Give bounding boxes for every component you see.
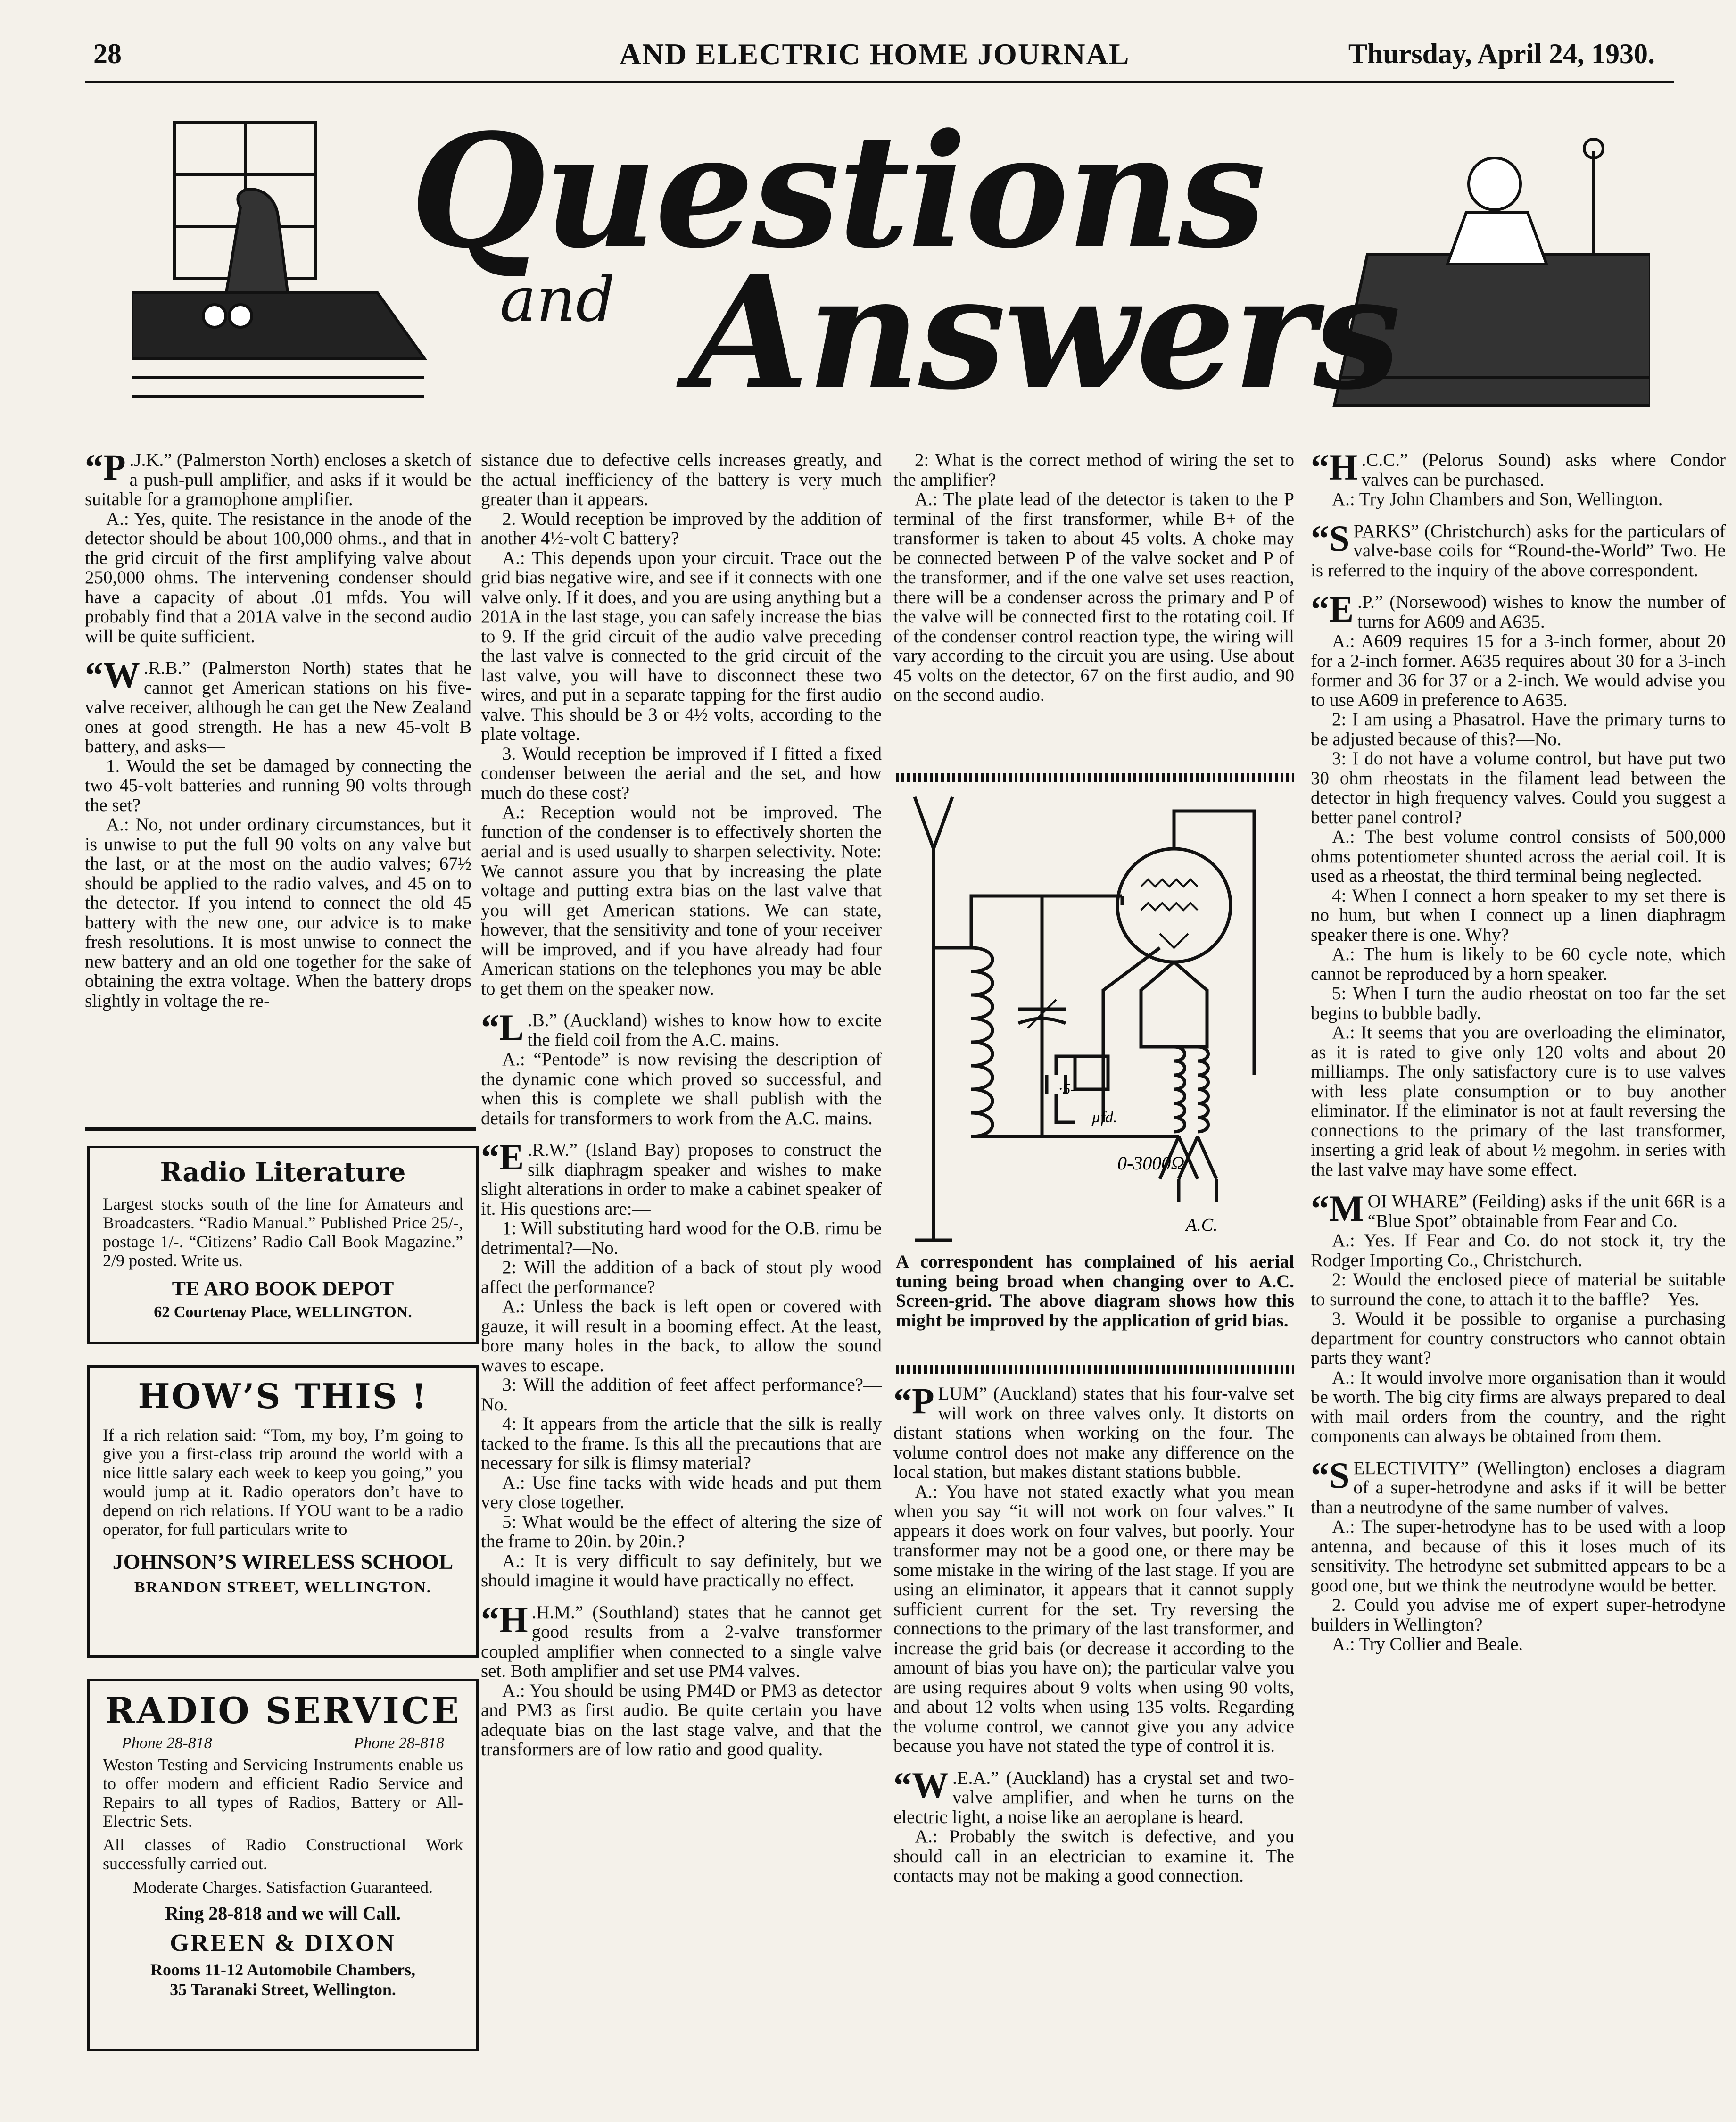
- diagram-caption: A correspondent has complained of his aerial tuning being broad when changing over to A.C. Screen-grid. The above diagram shows how this might be improved by the application of grid bias.: [896, 1252, 1294, 1331]
- ad-name: TE ARO BOOK DEPOT: [172, 1277, 394, 1300]
- ad-body-2: All classes of Radio Constructional Work successfully carried out.: [103, 1835, 463, 1873]
- question-erw-3: 3: Will the addition of feet affect performance?—No.: [481, 1375, 882, 1415]
- question-wrb: “W .R.B.” (Palmerston North) states that he cannot get American stations on his five-valve receiver, although he can get the New Zealand ones at good strength. He has a new 45-volt B battery, and asks—: [85, 655, 471, 756]
- phone-right: Phone 28-818: [354, 1734, 444, 1752]
- ad-name: GREEN & DIXON: [170, 1930, 396, 1956]
- question-hhm-2: 2: What is the correct method of wiring the set to the amplifier?: [893, 450, 1294, 490]
- aerial: [915, 797, 952, 1240]
- drop-cap: “S: [1311, 517, 1350, 559]
- top-wire: [971, 896, 1122, 948]
- drop-cap: “H: [481, 1599, 528, 1640]
- answer-ep: A.: A609 requires 15 for a 3-inch former, about 20 for a 2-inch former. A635 requires about 30 for a 3-inch former and 36 for 37 or a 2-inch. We would advise you to use A609 in preference to A635.: [1311, 631, 1726, 710]
- answer-moi-whare: A.: Yes. If Fear and Co. do not stock it, try the Rodger Importing Co., Christchurch.: [1311, 1230, 1726, 1270]
- diagram-label-unit: µfd.: [1091, 1109, 1117, 1126]
- drop-cap: “P: [893, 1380, 934, 1421]
- phone-left: Phone 28-818: [122, 1734, 212, 1752]
- question-hhm: “H .H.M.” (Southland) states that he cannot get good results from a 2-valve transformer coupled amplifier when connected to a single valve set. Both amplifier and set use PM4 valves.: [481, 1599, 882, 1681]
- answer-erw-5: A.: It is very difficult to say definitely, but we should imagine it would have practically no effect.: [481, 1550, 882, 1591]
- answer-wea: A.: Probably the switch is defective, and you should call in an electrician to examine it. The contacts may not be making a good connection.: [893, 1826, 1294, 1886]
- diagram-label-resistor: 0-3000Ω: [1117, 1152, 1185, 1174]
- column-3-top: [893, 450, 1294, 705]
- column-4: [1311, 447, 1726, 1654]
- question-ep-2: 2: I am using a Phasatrol. Have the primary turns to be adjusted because of this?—No.: [1311, 709, 1726, 749]
- ad-radio-literature: [87, 1146, 479, 1344]
- question-ep-4: 4: When I connect a horn speaker to my set there is no hum, but when I connect up a linen diaphragm speaker there is one. Why?: [1311, 885, 1726, 945]
- answer-lb: A.: “Pentode” is now revising the description of the dynamic cone which proved so successful, and when this is complete we shall publish with the details for transformers to work from the A.C. mains.: [481, 1049, 882, 1128]
- answer-ep-4: A.: The hum is likely to be 60 cycle note, which cannot be reproduced by a horn speaker.: [1311, 944, 1726, 984]
- ad-ring: Ring 28-818 and we will Call.: [165, 1903, 401, 1924]
- answer-erw-2: A.: Unless the back is left open or covered with gauze, it will result in a booming effect. At the least, bore many holes in the back, to allow the sound waves to escape.: [481, 1296, 882, 1376]
- answer-hhm: A.: You should be using PM4D or PM3 as detector and PM3 as first audio. Be quite certain you have adequate bias on the last stage valve, and that the transformers are of low ratio and good quality.: [481, 1680, 882, 1759]
- question-lb: “L .B.” (Auckland) wishes to know how to excite the field coil from the A.C. mains.: [481, 1007, 882, 1050]
- ad-body-1: Weston Testing and Servicing Instruments enable us to offer modern and efficient Radio Service and Repairs to all types of Radios, Battery or All-Electric Sets.: [103, 1755, 463, 1831]
- question-hcc: “H .C.C.” (Pelorus Sound) asks where Condor valves can be purchased.: [1311, 447, 1726, 490]
- ad-body: Largest stocks south of the line for Amateurs and Broadcasters. “Radio Manual.” Published Price 25/-, postage 1/-. “Citizens’ Radio Call Book Magazine.” 2/9 posted. Write us.: [103, 1194, 463, 1270]
- question-pjk: “P .J.K.” (Palmerston North) encloses a sketch of a push-pull amplifier, and asks if it would be suitable for a gramophone amplifier.: [85, 447, 471, 509]
- ad-hows-this: [87, 1365, 479, 1658]
- dotted-rule: [896, 1365, 1294, 1374]
- question-moi-whare-2: 2: Would the enclosed piece of material be suitable to surround the cone, to attach it to the baffle?—Yes.: [1311, 1269, 1726, 1310]
- answer-ep-3: A.: The best volume control consists of 500,000 ohms potentiometer shunted across the aerial coil. It is used as a rheostat, the third terminal being neglected.: [1311, 827, 1726, 886]
- drop-cap: “W: [893, 1764, 949, 1806]
- issue-date: Thursday, April 24, 1930.: [1348, 38, 1655, 69]
- answer-selectivity-2: A.: Try Collier and Beale.: [1332, 1634, 1523, 1654]
- answer-wrb-cont: sistance due to defective cells increases greatly, and the actual inefficiency of the battery is very much greater than it appears.: [481, 450, 882, 509]
- answer-wrb-3: A.: Reception would not be improved. The function of the condenser is to effectively shorten the aerial and is used usually to sharpen selectivity. Note: We cannot assure you that by increasing the plate voltage and putting extra bias on the last valve that you will get American stations. We can state, however, that the sensitivity and tone of your receiver will be improved, and if you have already had four American stations on the telephones you may be able to get them on the speaker now.: [481, 802, 882, 999]
- diagram-label-ac: A.C.: [1186, 1215, 1218, 1235]
- question-moi-whare: “MOI WHARE” (Feilding) asks if the unit 66R is a “Blue Spot” obtainable from Fear and Co.: [1311, 1188, 1726, 1231]
- ad-body: If a rich relation said: “Tom, my boy, I’m going to give you a first-class trip around the world with a nice little salary each week to keep you going,” you would jump at it. Radio operators don’t have to depend on rich relations. If YOU want to be a radio operator, for full particulars write to: [103, 1426, 463, 1539]
- filament-transformer: [1141, 962, 1207, 1047]
- question-ep-5: 5: When I turn the audio rheostat on too far the set begins to bubble badly.: [1311, 983, 1726, 1023]
- column-2: [481, 450, 882, 1759]
- ad-title: Radio Literature: [160, 1157, 406, 1188]
- question-erw-5: 5: What would be the effect of altering the size of the frame to 20in. by 20in.?: [481, 1511, 882, 1551]
- ad-body-3: Moderate Charges. Satisfaction Guaranteed.: [132, 1878, 433, 1897]
- ad-address: BRANDON STREET, WELLINGTON.: [134, 1579, 432, 1596]
- radio-operator-illustration: [132, 123, 424, 396]
- answer-pjk: A.: Yes, quite. The resistance in the anode of the detector should be about 100,000 ohms., and that in the grid circuit of the first amplifying valve about 250,000 ohms. The intervening condenser should have a capacity of about .01 mfds. You will probably find that a 201A valve in the second audio will be quite sufficient.: [85, 508, 471, 647]
- drop-cap: “W: [85, 655, 140, 696]
- column-3-bottom: [893, 1380, 1294, 1886]
- ad-address-1: Rooms 11-12 Automobile Chambers,: [150, 1960, 415, 1979]
- question-selectivity-2: 2. Could you advise me of expert super-hetrodyne builders in Wellington?: [1311, 1595, 1726, 1635]
- question-wea: “W .E.A.” (Auckland) has a crystal set and two-valve amplifier, and when he turns on the electric light, a noise like an aeroplane is heard.: [893, 1764, 1294, 1827]
- question-erw-2: 2: Will the addition of a back of stout ply wood affect the performance?: [481, 1257, 882, 1297]
- drop-cap: “E: [1311, 589, 1354, 630]
- banner-word-answers: Answers: [688, 241, 1399, 424]
- ad-phones: [122, 1734, 444, 1752]
- drop-cap: “S: [1311, 1454, 1350, 1496]
- diagram-label-capacity: ·5-: [1058, 1080, 1076, 1098]
- drop-cap: “M: [1311, 1188, 1364, 1229]
- tuning-coil: [971, 948, 992, 1136]
- page-number: 28: [93, 38, 122, 69]
- ad-radio-service: [87, 1679, 479, 2051]
- answer-wrb-2: A.: This depends upon your circuit. Trace out the grid bias negative wire, and see if it connects with one valve only. If it does, and you are using anything but a 201A in the last stage, you can safely increase the bias to 9. If the grid circuit of the audio valve preceding the last valve is connected to the grid circuit of the last valve, you will have to disconnect these two wires, and put in a separate tapping for the first audio valve. This should be 3 or 4½ volts, according to the plate voltage.: [481, 547, 882, 744]
- banner-word-questions: Questions: [410, 99, 1264, 282]
- circuit-diagram: [896, 792, 1294, 1245]
- ad-title: HOW’S THIS !: [138, 1376, 428, 1416]
- question-erw-1: 1: Will substituting hard wood for the O.B. rimu be detrimental?—No.: [481, 1218, 882, 1258]
- question-moi-whare-3: 3. Would it be possible to organise a purchasing department for country constructors who cannot obtain parts they want?: [1311, 1309, 1726, 1368]
- answer-selectivity: A.: The super-hetrodyne has to be used with a loop antenna, and because of this it loses much of its sensitivity. The hetrodyne set submitted appears to be a good one, but we think the neutrodyne would be better.: [1311, 1517, 1726, 1596]
- banner-word-and: and: [500, 264, 615, 335]
- question-wrb-1: 1. Would the set be damaged by connecting the two 45-volt batteries and running 90 volts through the set?: [85, 755, 471, 815]
- section-rule: [85, 1127, 476, 1131]
- answer-hhm-2: A.: The plate lead of the detector is taken to the P terminal of the first transformer, while B+ of the transformer is taken to about 45 volts. A choke may be connected between P of the valve socket and P of the transformer, and if the one valve set uses reaction, there will be a condenser across the primary and P of the valve will be connected first to the rotating coil. If of the condenser control reaction type, the wiring will vary according to the circuit you are using. Use about 45 volts on the detector, 67 on the first audio, and 90 on the second audio.: [893, 489, 1294, 705]
- question-sparks: “SPARKS” (Christchurch) asks for the particulars of valve-base coils for “Round-the-World” Two. He is referred to the inquiry of the above correspondent.: [1311, 517, 1726, 580]
- questions-answers-banner: [132, 99, 1650, 424]
- ad-address-2: 35 Taranaki Street, Wellington.: [170, 1980, 396, 1999]
- ad-address: 62 Courtenay Place, WELLINGTON.: [154, 1303, 412, 1321]
- drop-cap: “L: [481, 1007, 524, 1048]
- ad-title: RADIO SERVICE: [105, 1690, 461, 1732]
- drop-cap: “P: [85, 447, 126, 488]
- answer-moi-whare-3: A.: It would involve more organisation than it would be worth. The big city firms are always prepared to deal with mail orders from the country, and the right components can always be obtained from them.: [1311, 1367, 1726, 1446]
- column-1: [85, 447, 471, 1011]
- question-erw: “E .R.W.” (Island Bay) proposes to construct the silk diaphragm speaker and wishes to make slight alterations in order to make a cabinet speaker of it. His questions are:—: [481, 1136, 882, 1219]
- header-rule: [85, 81, 1674, 83]
- answer-wrb-1: A.: No, not under ordinary circumstances, but it is unwise to put the full 90 volts on any valve but the last, or at the most on the audio valves; 67½ should be applied to the radio valves, and 45 on to the detector. If you intend to connect the old 45 battery with the new one, our advice is to make fresh resolutions. It is most unwise to connect the new battery and an old one together for the sake of obtaining the extra voltage. When the battery drops slightly in voltage the re-: [85, 814, 471, 1011]
- drop-cap: “E: [481, 1136, 524, 1177]
- answer-plum: A.: You have not stated exactly what you mean when you say “it will not work on four valves.” It appears it does work on four valves, but poorly. Your transformer may not be a good one, or there may be some mistake in the wiring of the last stage. If you are using an eliminator, it appears that it cannot supply sufficient current for the set. Try reversing the connections to the primary of the last transformer, and increase the grid bais (or decrease it according to the amount of bias you have on); the particular valve you are using requires about 9 volts when using 90 volts, and about 12 volts when using 135 volts. Regarding the volume control, we cannot give you any advice because you have not stated the type of control it is.: [893, 1481, 1294, 1756]
- question-ep: “E .P.” (Norsewood) wishes to know the number of turns for A609 and A635.: [1311, 589, 1726, 632]
- answer-ep-5: A.: It seems that you are overloading the eliminator, as it is rated to give only 120 volts and about 20 milliamps. The only satisfactory cure is to use valves with less plate consumption or to buy another eliminator. If the eliminator is not at fault reversing the connections to the primary of the last transformer, inserting a grid leak of about ½ megohm. in series with the last valve may have some effect.: [1311, 1022, 1726, 1180]
- question-erw-4: 4: It appears from the article that the silk is really tacked to the frame. Is this all the precautions that are necessary for silk is flimsy material?: [481, 1414, 882, 1473]
- question-plum: “PLUM” (Auckland) states that his four-valve set will work on three valves only. It distorts on distant stations when working on the four. The volume control does not make any difference on the local station, but makes distant stations bubble.: [893, 1380, 1294, 1482]
- drop-cap: “H: [1311, 447, 1358, 488]
- question-selectivity: “SELECTIVITY” (Wellington) encloses a diagram of a super-hetrodyne and asks if it will be better than a neutrodyne of the same number of valves.: [1311, 1454, 1726, 1517]
- journal-title: AND ELECTRIC HOME JOURNAL: [619, 37, 1130, 71]
- dotted-rule: [896, 773, 1294, 782]
- answer-erw-4: A.: Use fine tacks with wide heads and put them very close together.: [481, 1472, 882, 1512]
- ad-name: JOHNSON’S WIRELESS SCHOOL: [112, 1550, 454, 1574]
- page-header: [80, 28, 1669, 75]
- answer-hcc: A.: Try John Chambers and Son, Wellington.: [1332, 489, 1663, 509]
- question-wrb-2: 2. Would reception be improved by the addition of another 4½-volt C battery?: [481, 508, 882, 548]
- question-ep-3: 3: I do not have a volume control, but have put two 30 ohm rheostats in the filament lead between the detector in high frequency valves. Could you suggest a better panel control?: [1311, 748, 1726, 828]
- question-wrb-3: 3. Would reception be improved if I fitted a fixed condenser between the aerial and the set, and how much do these cost?: [481, 743, 882, 803]
